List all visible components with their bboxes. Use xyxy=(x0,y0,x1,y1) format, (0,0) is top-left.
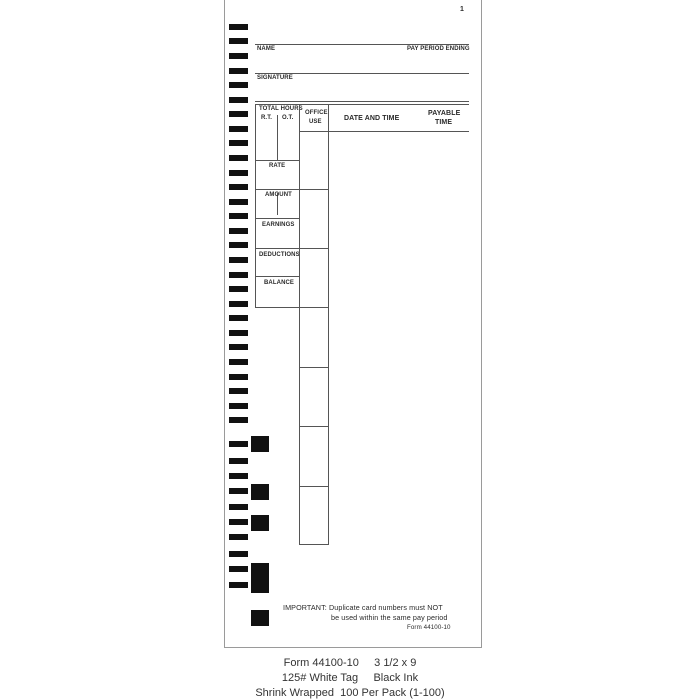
office-use-label-2: USE xyxy=(309,119,322,125)
timing-block xyxy=(251,484,269,500)
signature-line xyxy=(255,101,469,102)
total-hours-label: TOTAL HOURS xyxy=(259,106,303,112)
timing-mark xyxy=(229,566,248,572)
amount-label: AMOUNT xyxy=(265,192,292,198)
form-code: Form 44100-10 xyxy=(407,624,451,631)
office-use-row-line xyxy=(299,189,329,190)
earnings-label: EARNINGS xyxy=(262,222,295,228)
rt-ot-divider xyxy=(277,115,278,160)
amount-line xyxy=(255,189,299,190)
timing-mark xyxy=(229,170,248,176)
office-use-row-line xyxy=(299,426,329,427)
timing-mark xyxy=(229,38,248,44)
timing-mark xyxy=(229,534,248,540)
timing-mark xyxy=(229,126,248,132)
timing-mark xyxy=(229,519,248,525)
timing-mark xyxy=(229,504,248,510)
timing-mark xyxy=(229,111,248,117)
card-number: 1 xyxy=(460,6,464,13)
timing-mark xyxy=(229,417,248,423)
timing-mark xyxy=(229,82,248,88)
timing-mark xyxy=(229,582,248,588)
timing-block xyxy=(251,563,269,593)
earnings-line xyxy=(255,218,299,219)
timing-mark xyxy=(229,242,248,248)
rt-label: R.T. xyxy=(261,115,273,121)
office-use-bottom-line xyxy=(299,544,329,545)
timing-mark xyxy=(229,388,248,394)
office-use-row-line xyxy=(299,367,329,368)
timing-mark xyxy=(229,213,248,219)
timing-mark xyxy=(229,301,248,307)
time-card xyxy=(224,0,482,648)
timing-block xyxy=(251,515,269,531)
timing-mark xyxy=(229,441,248,447)
summary-bottom-line xyxy=(255,307,299,308)
timing-mark xyxy=(229,97,248,103)
header-top-line xyxy=(255,104,469,105)
office-use-row-line xyxy=(299,248,329,249)
timing-mark xyxy=(229,359,248,365)
deductions-label: DEDUCTIONS xyxy=(259,252,300,258)
rate-line xyxy=(255,160,299,161)
deductions-line xyxy=(255,248,299,249)
timing-mark xyxy=(229,330,248,336)
timing-block xyxy=(251,436,269,452)
timing-mark xyxy=(229,403,248,409)
balance-label: BALANCE xyxy=(264,280,295,286)
caption-line-2: 125# White Tag Black Ink xyxy=(281,672,419,684)
pay-period-label: PAY PERIOD ENDING xyxy=(407,46,470,52)
timing-mark xyxy=(229,228,248,234)
timing-mark xyxy=(229,374,248,380)
timing-mark xyxy=(229,551,248,557)
timing-mark xyxy=(229,488,248,494)
office-use-row-line xyxy=(299,486,329,487)
name-top-line xyxy=(255,44,469,45)
timing-mark xyxy=(229,184,248,190)
payable-label-2: TIME xyxy=(435,119,453,126)
ot-label: O.T. xyxy=(282,115,294,121)
timing-mark xyxy=(229,458,248,464)
signature-label: SIGNATURE xyxy=(257,75,293,81)
date-time-label: DATE AND TIME xyxy=(344,115,400,122)
timing-mark xyxy=(229,315,248,321)
timing-mark xyxy=(229,286,248,292)
duplicate-notice-2: be used within the same pay period xyxy=(331,613,448,622)
balance-line xyxy=(255,276,299,277)
timing-mark xyxy=(229,68,248,74)
payable-label: PAYABLE xyxy=(428,110,461,117)
timing-mark xyxy=(229,257,248,263)
timing-mark xyxy=(229,155,248,161)
name-bottom-line xyxy=(255,73,469,74)
header-bottom-line xyxy=(299,131,469,132)
timing-mark xyxy=(229,473,248,479)
timing-block xyxy=(251,610,269,626)
timing-mark xyxy=(229,344,248,350)
rate-label: RATE xyxy=(269,163,286,169)
office-use-row-line xyxy=(299,307,329,308)
timing-mark xyxy=(229,53,248,59)
office-use-right-edge xyxy=(328,104,329,544)
timing-mark xyxy=(229,140,248,146)
office-use-label: OFFICE xyxy=(305,110,328,116)
name-label: NAME xyxy=(257,46,276,52)
timing-mark xyxy=(229,199,248,205)
caption-line-3: Shrink Wrapped 100 Per Pack (1-100) xyxy=(255,687,445,699)
office-use-left-edge xyxy=(299,104,300,544)
timing-mark xyxy=(229,24,248,30)
duplicate-notice: IMPORTANT: Duplicate card numbers must NOT xyxy=(283,603,443,612)
timing-mark xyxy=(229,272,248,278)
caption-line-1: Form 44100-10 3 1/2 x 9 xyxy=(283,657,417,669)
